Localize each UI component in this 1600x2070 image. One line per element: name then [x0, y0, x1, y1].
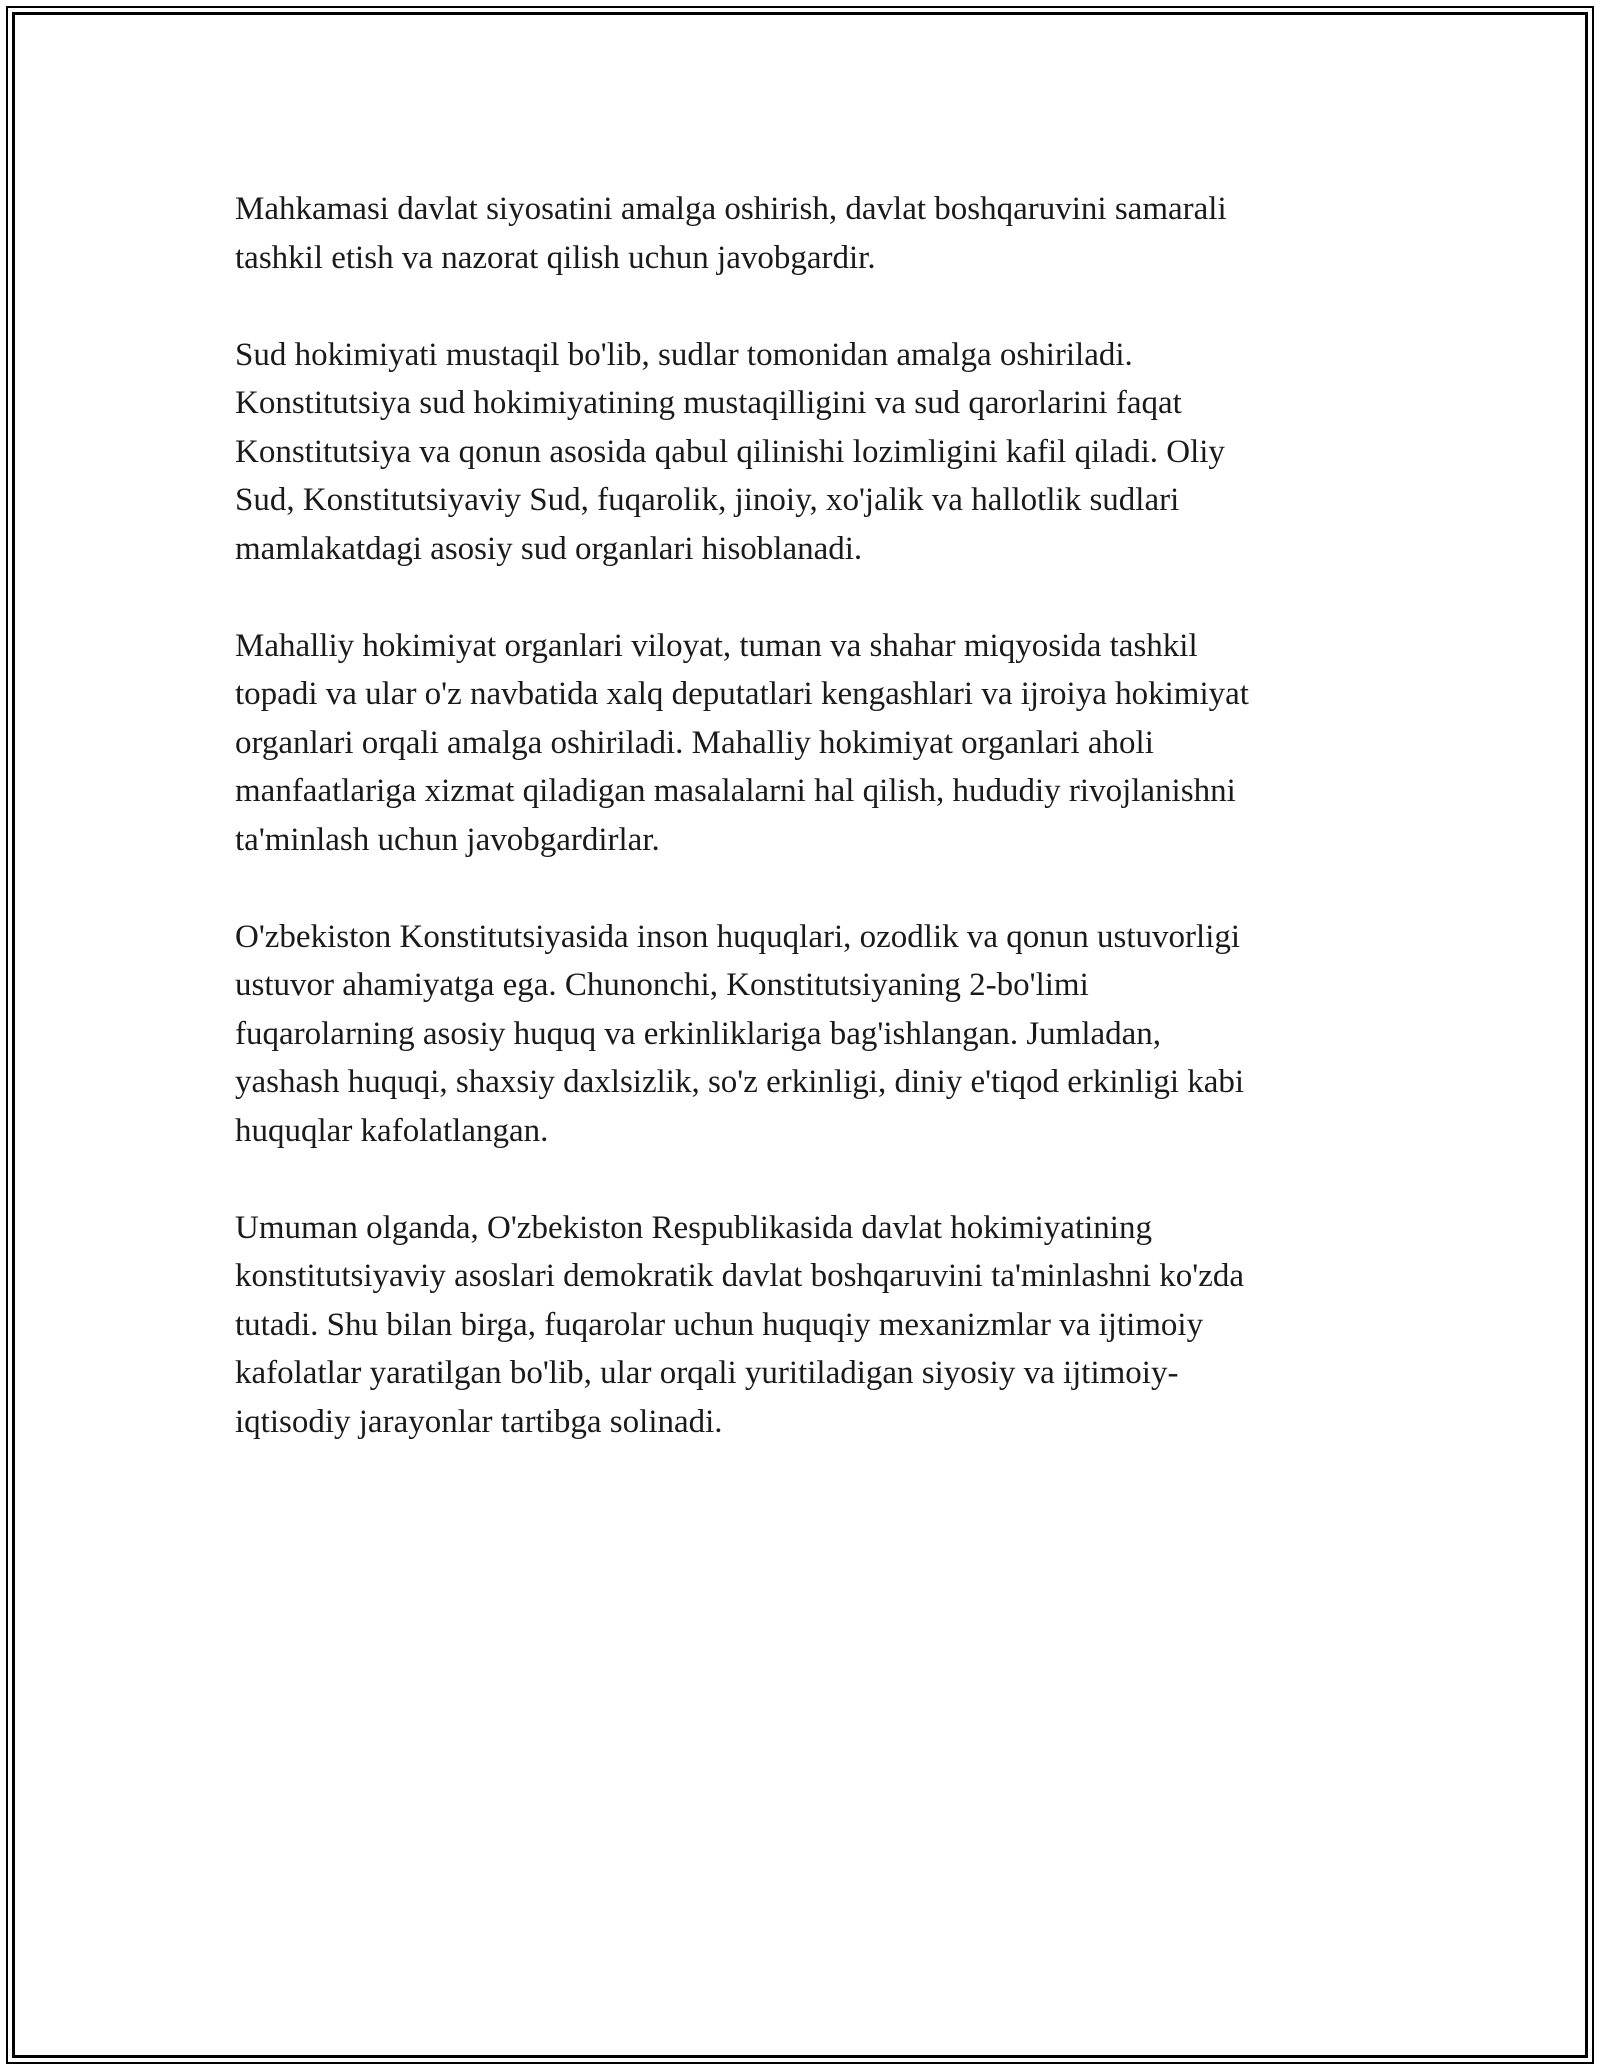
- text-line: mamlakatdagi asosiy sud organlari hisoblanadi.: [235, 530, 863, 567]
- paragraph-local-government: [235, 622, 1385, 865]
- paragraph-conclusion: [235, 1204, 1385, 1447]
- text-line: tutadi. Shu bilan birga, fuqarolar uchun huquqiy mexanizmlar va ijtimoiy: [235, 1306, 1204, 1343]
- text-line: O'zbekiston Konstitutsiyasida inson huquqlari, ozodlik va qonun ustuvorligi: [235, 918, 1241, 955]
- document-body: [235, 185, 1385, 1446]
- text-line: ta'minlash uchun javobgardirlar.: [235, 821, 660, 858]
- text-line: iqtisodiy jarayonlar tartibga solinadi.: [235, 1403, 723, 1440]
- text-line: Mahalliy hokimiyat organlari viloyat, tuman va shahar miqyosida tashkil: [235, 627, 1198, 664]
- paragraph-human-rights: [235, 913, 1385, 1156]
- text-line: huquqlar kafolatlangan.: [235, 1112, 549, 1149]
- text-line: topadi va ular o'z navbatida xalq deputatlari kengashlari va ijroiya hokimiyat: [235, 676, 1249, 712]
- text-line: ustuvor ahamiyatga ega. Chunonchi, Konstitutsiyaning 2-bo'limi: [235, 967, 1089, 1003]
- text-line: kafolatlar yaratilgan bo'lib, ular orqali yuritiladigan siyosiy va ijtimoiy-: [235, 1355, 1179, 1391]
- text-line: Umuman olganda, O'zbekiston Respublikasida davlat hokimiyatining: [235, 1209, 1152, 1246]
- text-line: Konstitutsiya sud hokimiyatining mustaqilligini va sud qarorlarini faqat: [235, 385, 1182, 421]
- text-line: manfaatlariga xizmat qiladigan masalalarni hal qilish, hududiy rivojlanishni: [235, 773, 1236, 809]
- text-line: konstitutsiyaviy asoslari demokratik davlat boshqaruvini ta'minlashni ko'zda: [235, 1258, 1245, 1294]
- text-line: organlari orqali amalga oshiriladi. Mahalliy hokimiyat organlari aholi: [235, 724, 1154, 761]
- text-line: Konstitutsiya va qonun asosida qabul qilinishi lozimligini kafil qiladi. Oliy: [235, 433, 1225, 470]
- text-line: Sud, Konstitutsiyaviy Sud, fuqarolik, jinoiy, xo'jalik va hallotlik sudlari: [235, 482, 1180, 518]
- text-line: fuqarolarning asosiy huquq va erkinliklariga bag'ishlangan. Jumladan,: [235, 1015, 1162, 1052]
- text-line: Sud hokimiyati mustaqil bo'lib, sudlar tomonidan amalga oshiriladi.: [235, 336, 1133, 373]
- paragraph-executive: [235, 185, 1385, 282]
- text-line: tashkil etish va nazorat qilish uchun javobgardir.: [235, 239, 876, 276]
- text-line: yashash huquqi, shaxsiy daxlsizlik, so'z erkinligi, diniy e'tiqod erkinligi kabi: [235, 1064, 1245, 1100]
- paragraph-judiciary: [235, 331, 1385, 574]
- text-line: Mahkamasi davlat siyosatini amalga oshirish, davlat boshqaruvini samarali: [235, 191, 1227, 227]
